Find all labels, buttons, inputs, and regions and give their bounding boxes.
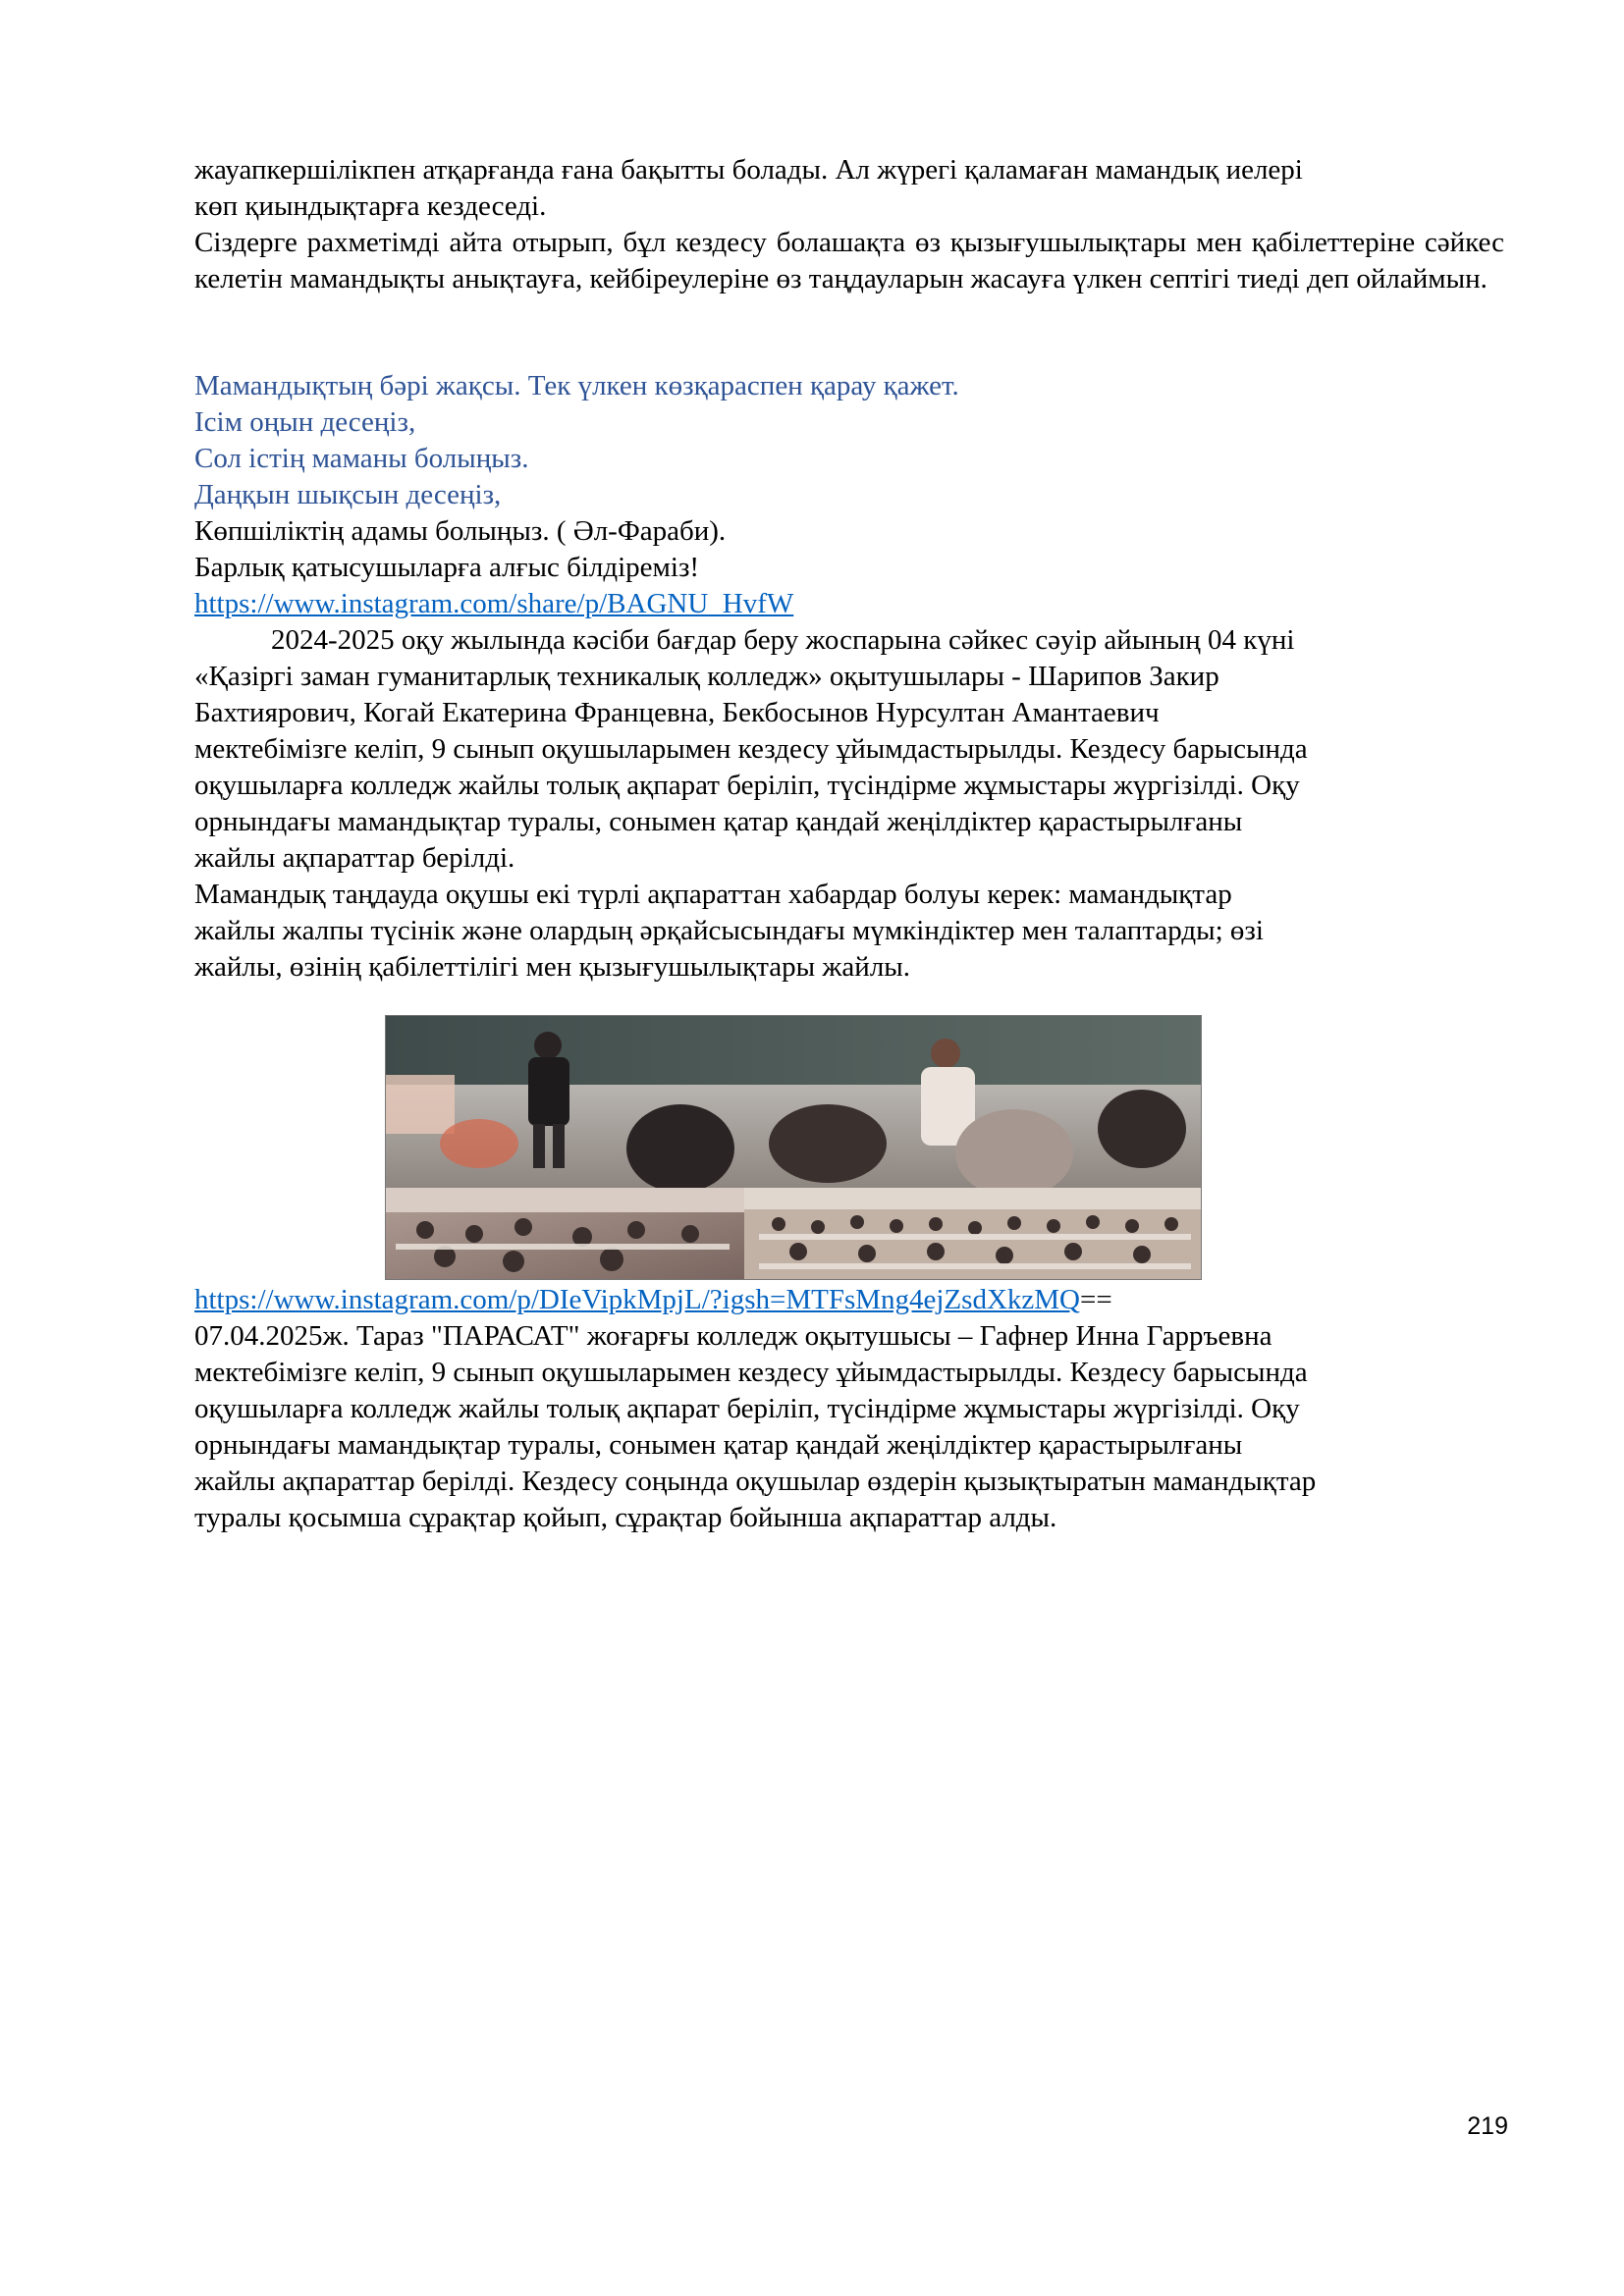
intro-line: көп қиындықтарға кездеседі. [194,190,547,222]
link-2-line [194,1282,1504,1318]
thanks-paragraph: Сіздерге рахметімді айта отырып, бұл кездесу болашақта өз қызығушылықтары мен қабілеттеріне сәйкес келетін мамандықты анықтауға, кейбіреулеріне өз таңдауларын жасауға үлкен септігі тиеді деп ойлаймын. [194,227,1504,294]
event-2-line: орнындағы мамандықтар туралы, сонымен қатар қандай жеңілдіктер қарастырылғаны [194,1429,1243,1461]
event-1-line: жайлы ақпараттар берілді. [194,842,515,874]
event-1-line: «Қазіргі заман гуманитарлық техникалық колледж» оқытушылары - Шарипов Закир [194,661,1219,692]
event-2-line: туралы қосымша сұрақтар қойып, сұрақтар бойынша ақпараттар алды. [194,1502,1057,1533]
page-number: 219 [1467,2112,1508,2140]
instagram-link-2[interactable]: https://www.instagram.com/p/DIeVipkMpjL/?igsh=MTFsMng4ejZsdXkzMQ [194,1284,1081,1315]
event-1-line: жайлы жалпы түсінік және олардың әрқайсысындағы мүмкіндіктер мен талаптарды; өзі [194,915,1264,946]
quote-line: Мамандықтың бәрі жақсы. Тек үлкен көзқараспен қарау қажет. [194,370,959,401]
gratitude-line: Барлық қатысушыларға алғыс білдіреміз! [194,552,700,583]
quote-attribution: Көпшіліктің адамы болыңыз. ( Әл-Фараби). [194,515,727,547]
quote-line: Сол істің маманы болыңыз. [194,443,529,474]
event-1-line: 2024-2025 оқу жылында кәсіби бағдар беру жоспарына сәйкес сәуір айының 04 күні [271,624,1295,656]
event-2-line: мектебімізге келіп, 9 сынып оқушыларымен кездесу ұйымдастырылды. Кездесу барысында [194,1357,1308,1388]
event-1-line: оқушыларға колледж жайлы толық ақпарат беріліп, түсіндірме жұмыстары жүргізілді. Оқу [194,770,1300,801]
event-2-line: 07.04.2025ж. Тараз "ПАРАСАТ" жоғарғы колледж оқытушысы – Гафнер Инна Гарръевна [194,1320,1272,1352]
instagram-link-1[interactable]: https://www.instagram.com/share/p/BAGNU_HvfW [194,588,794,619]
event-1-line: орнындағы мамандықтар туралы, сонымен қатар қандай жеңілдіктер қарастырылғаны [194,806,1243,837]
intro-line: жауапкершілікпен атқарғанда ғана бақытты болады. Ал жүрегі қаламаған мамандық иелері [194,154,1303,186]
intro-paragraph [194,152,1504,225]
quote-block [194,368,1504,622]
event-1-line: жайлы, өзінің қабілеттілігі мен қызығушылықтары жайлы. [194,951,911,983]
event-1-paragraph [194,622,1504,986]
classroom-photo [386,1016,1201,1279]
quote-line: Ісім оңын десеңіз, [194,406,416,438]
link-suffix: == [1080,1284,1112,1315]
quote-line: Даңқын шықсын десеңіз, [194,479,502,510]
event-1-line: мектебімізге келіп, 9 сынып оқушыларымен кездесу ұйымдастырылды. Кездесу барысында [194,733,1308,765]
event-2-line: жайлы ақпараттар берілді. Кездесу соңында оқушылар өздерін қызықтыратын мамандықтар [194,1466,1317,1497]
event-2-paragraph [194,1318,1504,1536]
event-1-line: Бахтиярович, Когай Екатерина Францевна, Бекбосынов Нурсултан Амантаевич [194,697,1160,728]
event-2-line: оқушыларға колледж жайлы толық ақпарат беріліп, түсіндірме жұмыстары жүргізілді. Оқу [194,1393,1300,1424]
event-1-line: Мамандық таңдауда оқушы екі түрлі ақпараттан хабардар болуы керек: мамандықтар [194,879,1232,910]
event-photo-collage [385,1015,1202,1280]
